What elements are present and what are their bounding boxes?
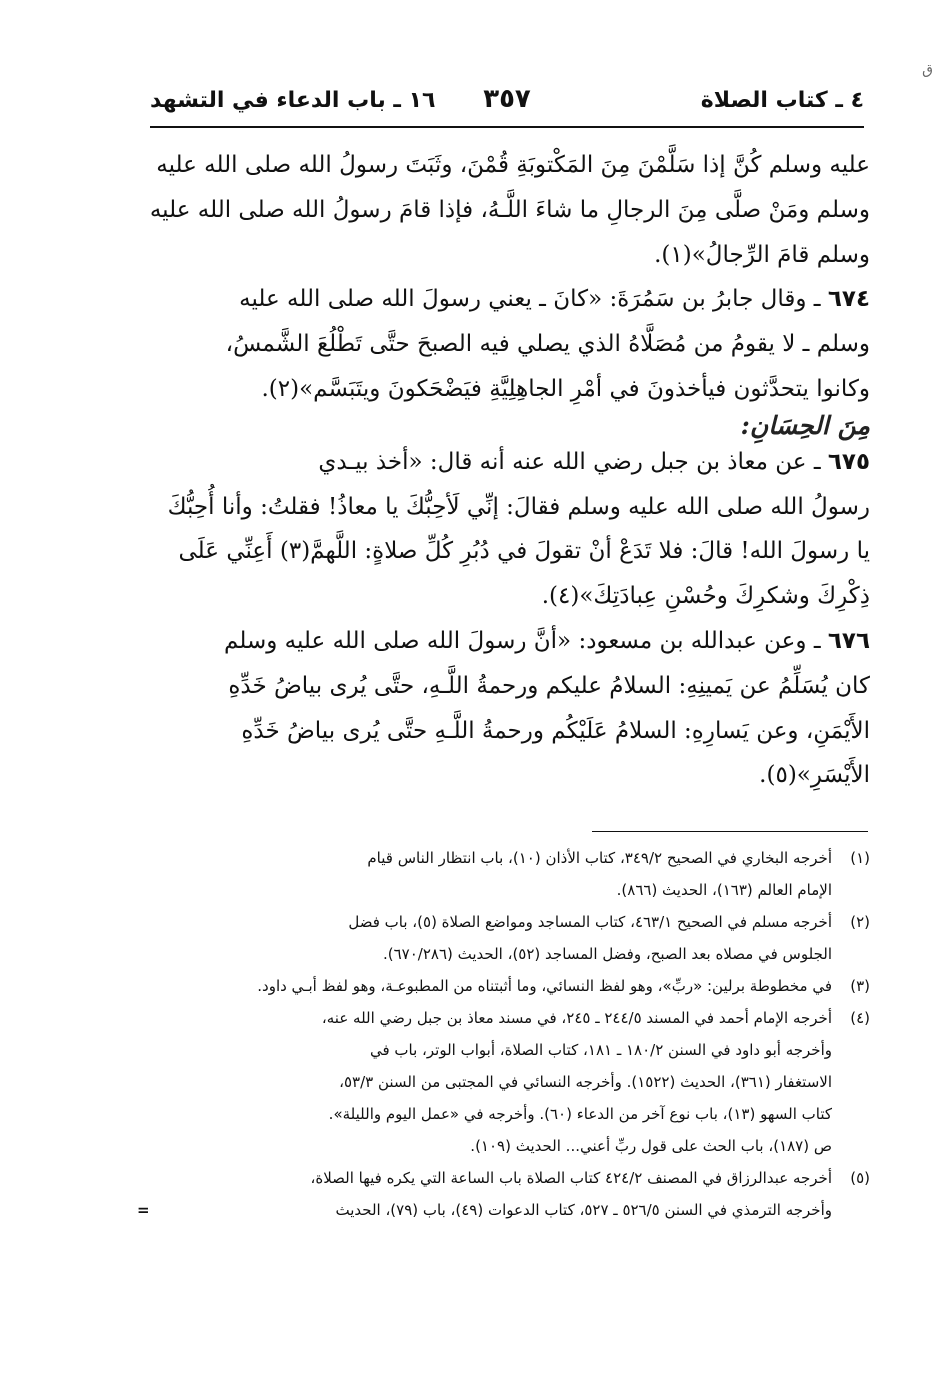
hadith-676-line: الأَيْمَنِ، وعن يَسارِهِ: السلامُ عَلَيْكُم ورحمةُ اللَّـهِ حتَّى يُرى بياضُ خَدِّهِ	[241, 717, 870, 744]
footnote-5	[137, 1162, 870, 1226]
header-chapter: ٤ ـ كتاب الصلاة	[700, 88, 864, 113]
footnote-line	[137, 1194, 832, 1226]
footnote-number: (٥)	[850, 1169, 870, 1187]
footnote-line: أخرجه البخاري في الصحيح ٣٤٩/٢، كتاب الأذان (١٠)، باب انتظار الناس قيام	[367, 849, 832, 867]
hadith-text: ـ وعن عبدالله بن مسعود: «أنَّ رسولَ الله صلى الله عليه وسلم	[224, 627, 828, 654]
footnote-4	[145, 1002, 870, 1162]
hadith-676-line: الأَيْسَرِ»(٥).	[759, 762, 870, 789]
body-line: عليه وسلم كُنَّ إذا سَلَّمْنَ مِنَ المَكْتوبَةِ قُمْنَ، وثَبَتَ رسولُ الله صلى الله عليه	[156, 152, 870, 178]
page-number: ٣٥٧	[483, 84, 531, 114]
footnote-1	[145, 842, 870, 906]
footnote-3	[145, 970, 870, 1002]
hadith-674-line: وكانوا يتحدَّثون فيأخذونَ في أمْرِ الجاهِلِيَّةِ فيَضْحَكونَ ويتَبَسَّم»(٢).	[261, 375, 870, 402]
hadith-number: ٦٧٤	[827, 286, 870, 313]
hadith-number: ٦٧٥	[827, 448, 870, 475]
hadith-674-line	[148, 277, 870, 322]
hadith-675-line: رسولُ الله صلى الله عليه وسلم فقالَ: إنِّي لَأحِبُّكَ يا معاذُ! فقلتُ: وأنا أُحِبُّكَ	[167, 493, 870, 520]
footnotes	[137, 842, 870, 1226]
hadith-674-line: وسلم ـ لا يقومُ من مُصَلَّاهُ الذي يصلي فيه الصبحَ حتَّى تَطْلُعَ الشَّمسُ،	[225, 331, 870, 358]
footnote-line: الإمام العالم (١٦٣)، الحديث (٨٦٦).	[616, 881, 832, 899]
header-rule	[150, 126, 864, 128]
footnote-2	[145, 906, 870, 970]
footnote-line: وأخرجه أبو داود في السنن ١٨٠/٢ ـ ١٨١، كتاب الصلاة، أبواب الوتر، باب في	[369, 1041, 832, 1059]
body-line: وسلم قامَ الرِّجالُ»(١).	[654, 241, 870, 268]
header-section: ١٦ ـ باب الدعاء في التشهد	[150, 88, 436, 113]
footnote-line-text: وأخرجه الترمذي في السنن ٥٢٦/٥ ـ ٥٢٧، كتاب الدعوات (٤٩)، باب (٧٩)، الحديث	[335, 1201, 832, 1219]
footnote-number: (٣)	[850, 977, 870, 995]
hadith-675-line: يا رسولَ الله! قالَ: فلا تَدَعْ أنْ تقولَ في دُبُرِ كُلِّ صلاةٍ: اللَّهمَّ(٣) أَعِنِّي عَلَى	[178, 538, 870, 565]
margin-mark: ق	[922, 62, 933, 78]
body-line: وسلم ومَنْ صلَّى مِنَ الرجالِ ما شاءَ اللَّـهُ، فإذا قامَ رسولُ الله صلى الله عليه	[149, 196, 870, 223]
footnote-number: (٤)	[850, 1009, 870, 1027]
hadith-675-line: ذِكْرِكَ وشكرِكَ وحُسْنِ عِبادَتِكَ»(٤).	[541, 583, 870, 610]
footnote-line: ص (١٨٧)، باب الحث على قول ربِّ أعني... الحديث (١٠٩).	[470, 1137, 832, 1155]
footnote-line: الجلوس في مصلاه بعد الصبح، وفضل المساجد (٥٢)، الحديث (٦٧٠/٢٨٦).	[382, 945, 832, 963]
hadith-text: ـ وقال جابرُ بن سَمُرَةَ: «كانَ ـ يعني رسولَ الله صلى الله عليه	[239, 286, 828, 313]
hadith-text: ـ عن معاذ بن جبل رضي الله عنه أنه قال: «أخذ بيـدي	[318, 448, 828, 475]
footnote-line: في مخطوطة برلين: «ربِّ»، وهو لفظ النسائي، وما أثبتناه من المطبوعـة، وهو لفظ أبـي داود.	[257, 977, 832, 995]
main-text	[148, 143, 870, 798]
hadith-676-line	[148, 619, 870, 664]
footnote-number: (١)	[850, 849, 870, 867]
footnote-line: أخرجه مسلم في الصحيح ٤٦٣/١، كتاب المساجد ومواضع الصلاة (٥)، باب فضل	[348, 913, 832, 931]
continuation-mark: =	[137, 1201, 150, 1219]
hadith-675-line	[148, 440, 870, 485]
hadith-676-line: كان يُسَلِّمُ عن يَمينِهِ: السلامُ عليكم ورحمةُ اللَّـهِ، حتَّى يُرى بياضُ خَدِّهِ	[228, 672, 870, 699]
footnote-line: كتاب السهو (١٣)، باب نوع آخر من الدعاء (٦٠). وأخرجه في «عمل اليوم والليلة».	[328, 1105, 832, 1123]
running-header	[150, 84, 864, 124]
hadith-number: ٦٧٦	[827, 627, 870, 654]
handwritten-note: مِنَ الحِسَانِ:	[740, 410, 870, 440]
footnote-line: أخرجه عبدالرزاق في المصنف ٤٢٤/٢ كتاب الصلاة باب الساعة التي يكره فيها الصلاة،	[310, 1169, 832, 1187]
footnote-line: الاستغفار (٣٦١)، الحديث (١٥٢٢). وأخرجه النسائي في المجتبى من السنن ٥٣/٣،	[339, 1073, 832, 1091]
footnote-line: أخرجه الإمام أحمد في المسند ٢٤٤/٥ ـ ٢٤٥، في مسند معاذ بن جبل رضي الله عنه،	[321, 1009, 832, 1027]
footnote-number: (٢)	[850, 913, 870, 931]
footnote-rule	[592, 831, 868, 832]
